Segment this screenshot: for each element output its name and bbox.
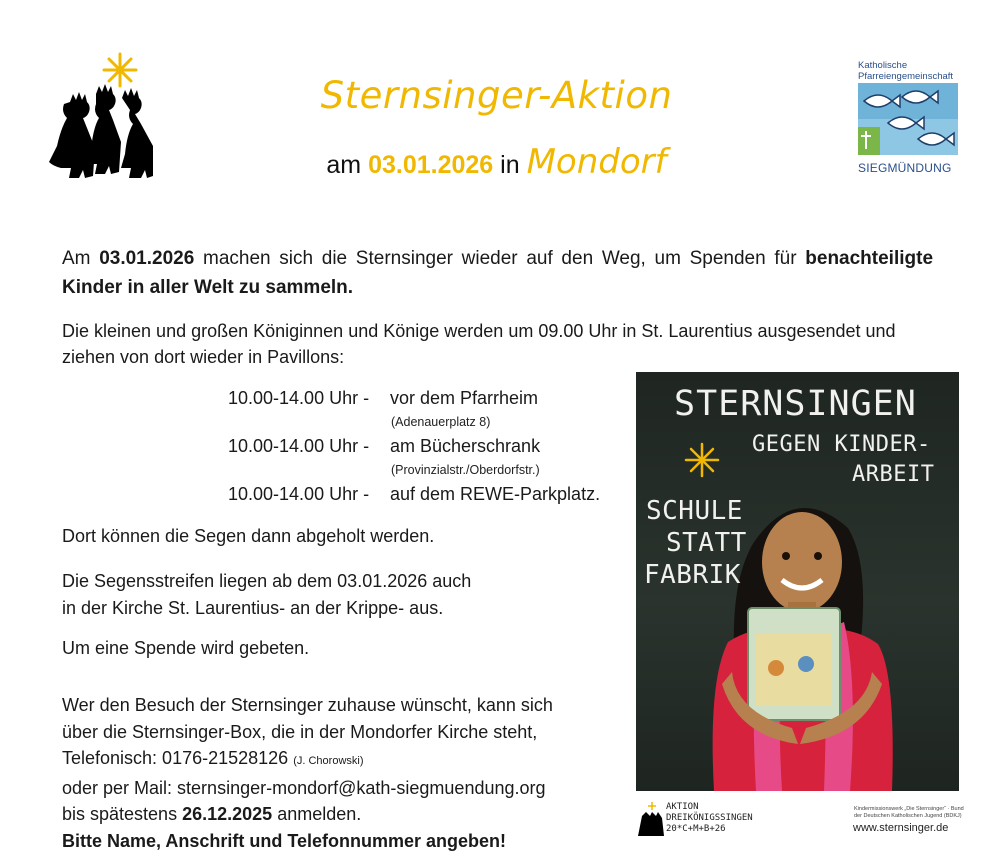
streifen-line1: Die Segensstreifen liegen ab dem 03.01.2026 auch: [62, 571, 472, 591]
schedule-row: [228, 484, 600, 505]
segensstreifen-paragraph: [62, 568, 471, 622]
event-subtitle: [0, 142, 993, 182]
schedule-place: vor dem Pfarrheim: [390, 388, 539, 408]
deadline-date: 26.12.2025: [182, 804, 273, 824]
kings-paragraph: Die kleinen und großen Königinnen und Könige werden um 09.00 Uhr in St. Laurentius ausgesendet und ziehen von dort wieder in Pavillons:: [62, 321, 896, 367]
aktion-dreikoenigssingen-logo: [636, 800, 766, 840]
schedule-place: am Bücherschrank: [390, 436, 541, 456]
contact-paragraph: [62, 692, 622, 854]
schedule-time: 10.00-14.00 Uhr -: [228, 484, 370, 504]
streifen-line2: in der Kirche St. Laurentius- an der Krippe- aus.: [62, 598, 444, 618]
intro-paragraph: [62, 244, 933, 302]
event-date: 03.01.2026: [368, 151, 494, 179]
schedule-time: 10.00-14.00 Uhr -: [228, 388, 370, 408]
deadline-line: [62, 801, 622, 828]
phone-number: Telefonisch: 0176-21528126: [62, 748, 289, 768]
sternsingen-poster: [636, 372, 959, 791]
sternsinger-website[interactable]: www.sternsinger.de: [853, 822, 949, 834]
event-place: Mondorf: [526, 142, 667, 182]
besuch-line2: über die Sternsinger-Box, die in der Mondorfer Kirche steht,: [62, 721, 538, 742]
phone-line: [62, 745, 622, 775]
besuch-line1: Wer den Besuch der Sternsinger zuhause wünscht, kann sich: [62, 695, 553, 715]
intro-date: 03.01.2026: [99, 248, 195, 269]
fish-icon: [858, 83, 958, 155]
intro-am: Am: [62, 248, 91, 269]
poster-statt: STATT: [666, 528, 747, 558]
aktion-line2: DREIKÖNIGSSINGEN: [666, 813, 753, 823]
schedule-row: [228, 436, 540, 457]
schedule-detail: (Adenauerplatz 8): [391, 415, 491, 429]
aktion-line1: AKTION: [666, 802, 699, 812]
parish-line1: Katholische: [858, 60, 908, 71]
poster-small-print: Kindermissionswerk „Die Sternsinger“ · Bund der Deutschen Katholischen Jugend (BDKJ): [854, 806, 964, 819]
schedule-time: 10.00-14.00 Uhr -: [228, 436, 370, 456]
deadline-suffix: anmelden.: [277, 804, 362, 824]
phone-contact-name: (J. Chorowski): [293, 755, 364, 767]
segen-paragraph: Dort können die Segen dann abgeholt werden.: [62, 526, 435, 546]
poster-schule: SCHULE: [646, 496, 743, 526]
poster-gegen: GEGEN KINDER-: [752, 432, 931, 457]
parish-line2: Pfarreiengemeinschaft: [858, 71, 954, 82]
poster-fabrik: FABRIK: [644, 560, 741, 590]
spende-paragraph: Um eine Spende wird gebeten.: [62, 638, 310, 658]
schedule-place: auf dem REWE-Parkplatz.: [390, 484, 601, 504]
page-title: Sternsinger-Aktion: [320, 74, 673, 117]
aktion-line3: 20*C+M+B+26: [666, 824, 726, 834]
subtitle-prefix: am: [326, 151, 362, 179]
schedule-row: [228, 388, 538, 409]
deadline-prefix: bis spätestens: [62, 804, 178, 824]
intro-text: machen sich die Sternsinger wieder auf den Weg, um Spenden für: [194, 248, 797, 269]
schedule-detail: (Provinzialstr./Oberdorfstr.): [391, 463, 540, 477]
contact-note: Bitte Name, Anschrift und Telefonnummer angeben!: [62, 830, 507, 851]
parish-name: SIEGMÜNDUNG: [858, 161, 952, 175]
intro-line2: benachteiligte Kinder in aller Welt zu sammeln.: [62, 248, 934, 298]
poster-headline: STERNSINGEN: [674, 384, 917, 424]
subtitle-in: in: [500, 151, 520, 179]
poster-arbeit: ARBEIT: [852, 462, 935, 487]
mail-line: oder per Mail: sternsinger-mondorf@kath-siegmuendung.org: [62, 777, 546, 798]
parish-logo: [858, 60, 962, 175]
kings-icon: [636, 802, 664, 838]
